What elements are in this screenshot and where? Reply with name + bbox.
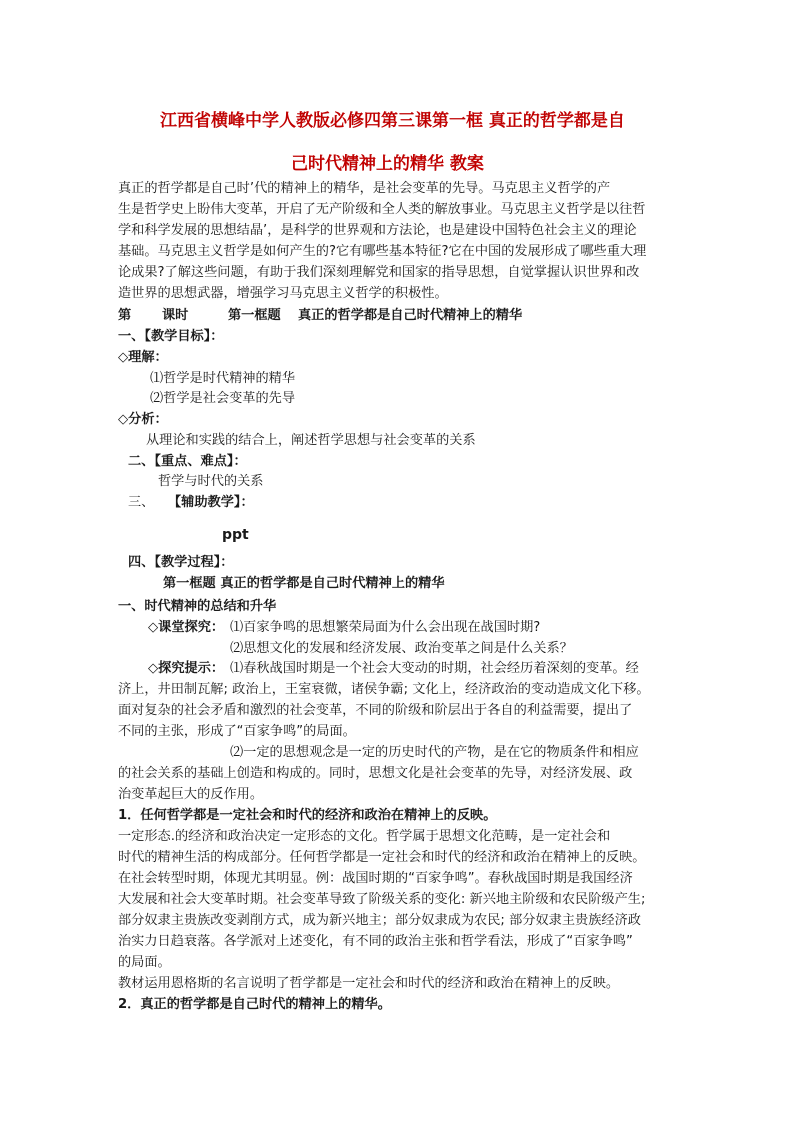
hint-line: 治变革起巨大的反作用。 — [118, 787, 264, 802]
understand-item: ⑴哲学是时代精神的精华 — [150, 371, 296, 386]
analyze-item: 从理论和实践的结合上，阐述哲学思想与社会变革的关系 — [146, 433, 476, 448]
intro-line: 生是哲学史上盼伟大变革，开启了无产阶级和全人类的解放事业。马克思主义哲学是以往哲 — [118, 202, 646, 217]
hint-label: ◇探究提示： — [148, 661, 225, 676]
point-1-heading: 1．任何哲学都是一定社会和时代的经济和政治在精神上的反映。 — [118, 808, 497, 823]
document-title-line2: 己时代精神上的精华 教案 — [291, 154, 484, 174]
point-1-line: 的局面。 — [118, 955, 171, 970]
point-1-line: 时代的精神生活的构成部分。任何哲学都是一定社会和时代的经济和政治在精神上的反映。 — [118, 850, 646, 865]
explore-question: ⑵思想文化的发展和经济发展、政治变革之间是什么关系？ — [230, 641, 573, 656]
hint-line: 的社会关系的基础上创造和构成的。同时，思想文化是社会变革的先导，对经济发展、政 — [118, 766, 633, 781]
intro-line: 真正的哲学都是自己时’代的精神上的精华，是社会变革的先导。马克思主义哲学的产 — [118, 181, 611, 196]
hint-line: ⑴春秋战国时期是一个社会大变动的时期，社会经历着深刻的变革。经 — [230, 661, 639, 676]
section-heading-goals: 一、【教学目标】： — [118, 329, 224, 344]
point-2-heading: 2．真正的哲学都是自己时代的精神上的精华。 — [118, 997, 391, 1012]
section-1-heading: 一、时代精神的总结和升华 — [118, 599, 277, 614]
lesson-label-di: 第 — [118, 308, 132, 323]
hint-line: 济上，井田制瓦解; 政治上，王室衰微，诸侯争霸; 文化上，经济政治的变动造成文化下移。 — [118, 682, 650, 697]
point-1-line: 在社会转型时期，体现尤其明显。例：战国时期的“百家争鸣”。春秋战国时期是我国经济 — [118, 871, 633, 886]
section-heading-key: 二、【重点、难点】： — [128, 454, 247, 469]
intro-line: 学和科学发展的思想结晶’，是科学的世界观和方法论，也是建设中国特色社会主义的理论 — [118, 223, 637, 238]
section-heading-process: 四、【教学过程】： — [128, 555, 234, 570]
key-text: 哲学与时代的关系 — [158, 474, 264, 489]
understand-label: ◇理解： — [118, 350, 168, 365]
hint-line: 面对复杂的社会矛盾和激烈的社会变革，不同的阶级和阶层出于各自的利益需要，提出了 — [118, 703, 633, 718]
hint-line: 不同的主张，形成了“百家争鸣”的局面。 — [118, 724, 356, 739]
understand-item: ⑵哲学是社会变革的先导 — [150, 391, 296, 406]
point-1-line: 大发展和社会大变革时期。社会变革导致了阶级关系的变化: 新兴地主阶级和农民阶级产生; — [118, 892, 646, 907]
intro-line: 基础。马克思主义哲学是如何产生的?它有哪些基本特征?它在中国的发展形成了哪些重大理 — [118, 244, 647, 259]
lesson-topic: 真正的哲学都是自己时代精神上的精华 — [298, 308, 523, 323]
point-1-line: 部分奴隶主贵族改变剥削方式，成为新兴地主；部分奴隶成为农民; 部分奴隶主贵族经济政 — [118, 913, 641, 928]
lesson-label-frame: 第一框题 — [228, 308, 281, 323]
intro-line: 造世界的思想武器，增强学习马克思主义哲学的积极性。 — [118, 286, 448, 301]
hint-line: ⑵一定的思想观念是一定的历史时代的产物，是在它的物质条件和相应 — [230, 745, 639, 760]
document-title-line1: 江西省横峰中学人教版必修四第三课第一框 真正的哲学都是自 — [160, 111, 625, 131]
point-1-line: 治实力日趋衰落。各学派对上述变化，有不同的政治主张和哲学看法，形成了“百家争鸣” — [118, 934, 633, 949]
point-1-line: 一定形态.的经济和政治决定一定形态的文化。哲学属于思想文化范畴，是一定社会和 — [118, 829, 611, 844]
process-subheading: 第一框题 真正的哲学都是自己时代精神上的精华 — [163, 576, 445, 591]
explore-label: ◇课堂探究： — [148, 620, 225, 635]
aid-heading-number: 三、 — [128, 495, 155, 510]
intro-line: 论成果?了解这些问题，有助于我们深刻理解党和国家的指导思想，自觉掌握认识世界和改 — [118, 265, 640, 280]
lesson-label-period: 课时 — [162, 308, 189, 323]
analyze-label: ◇分析： — [118, 412, 168, 427]
explore-question: ⑴百家争鸣的思想繁荣局面为什么会出现在战国时期? — [230, 620, 541, 635]
point-1-line: 教材运用恩格斯的名言说明了哲学都是一定社会和时代的经济和政治在精神上的反映。 — [118, 976, 620, 991]
aid-text: ppt — [222, 527, 249, 543]
section-heading-aid: 【辅助教学】： — [168, 495, 254, 510]
